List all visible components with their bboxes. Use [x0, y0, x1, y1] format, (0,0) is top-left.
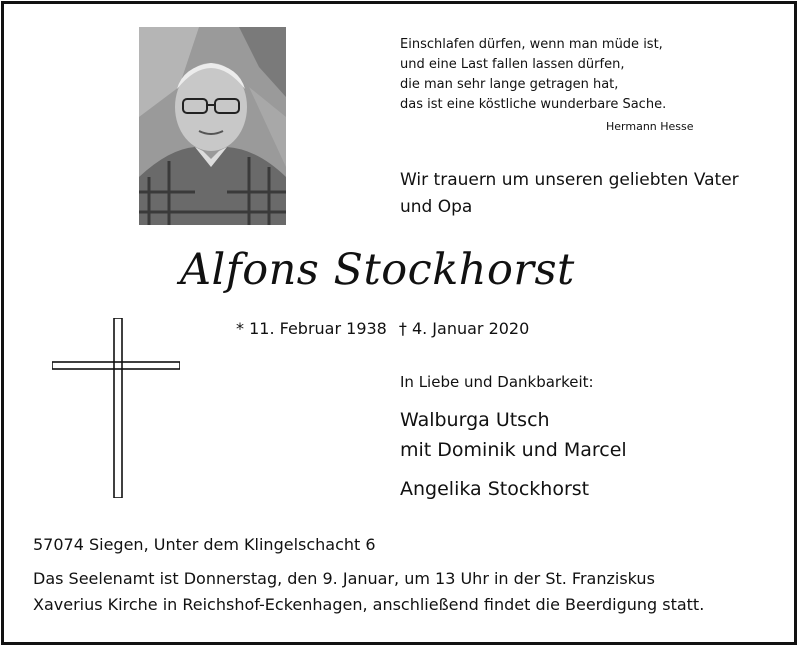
poem-line: das ist eine köstliche wunderbare Sache. [400, 97, 667, 112]
life-dates [236, 319, 529, 338]
mourning-line: Wir trauern um unseren geliebten Vater [400, 170, 739, 190]
service-line: Das Seelenamt ist Donnerstag, den 9. Januar, um 13 Uhr in der St. Franziskus [33, 569, 655, 588]
poem [400, 35, 666, 115]
cross-icon [52, 318, 180, 498]
mourner-name: Walburga Utsch [400, 409, 550, 431]
poem-line: Einschlafen dürfen, wenn man müde ist, [400, 37, 663, 52]
mourning-statement [400, 167, 739, 221]
mourning-line: und Opa [400, 197, 473, 217]
birth-date: * 11. Februar 1938 [236, 319, 387, 338]
address: 57074 Siegen, Unter dem Klingelschacht 6 [33, 535, 376, 554]
service-line: Xaverius Kirche in Reichshof-Eckenhagen, anschließend findet die Beerdigung statt. [33, 595, 705, 614]
thanks-heading: In Liebe und Dankbarkeit: [400, 373, 594, 391]
portrait-photo [139, 27, 286, 225]
deceased-name: Alfons Stockhorst [180, 245, 575, 295]
death-date: † 4. Januar 2020 [398, 319, 530, 338]
poem-author: Hermann Hesse [606, 120, 694, 133]
mourner-name: mit Dominik und Marcel [400, 439, 627, 461]
poem-line: und eine Last fallen lassen dürfen, [400, 57, 625, 72]
mourner-name: Angelika Stockhorst [400, 478, 590, 500]
mourners-list [400, 405, 627, 504]
poem-line: die man sehr lange getragen hat, [400, 77, 619, 92]
service-info [33, 566, 704, 618]
